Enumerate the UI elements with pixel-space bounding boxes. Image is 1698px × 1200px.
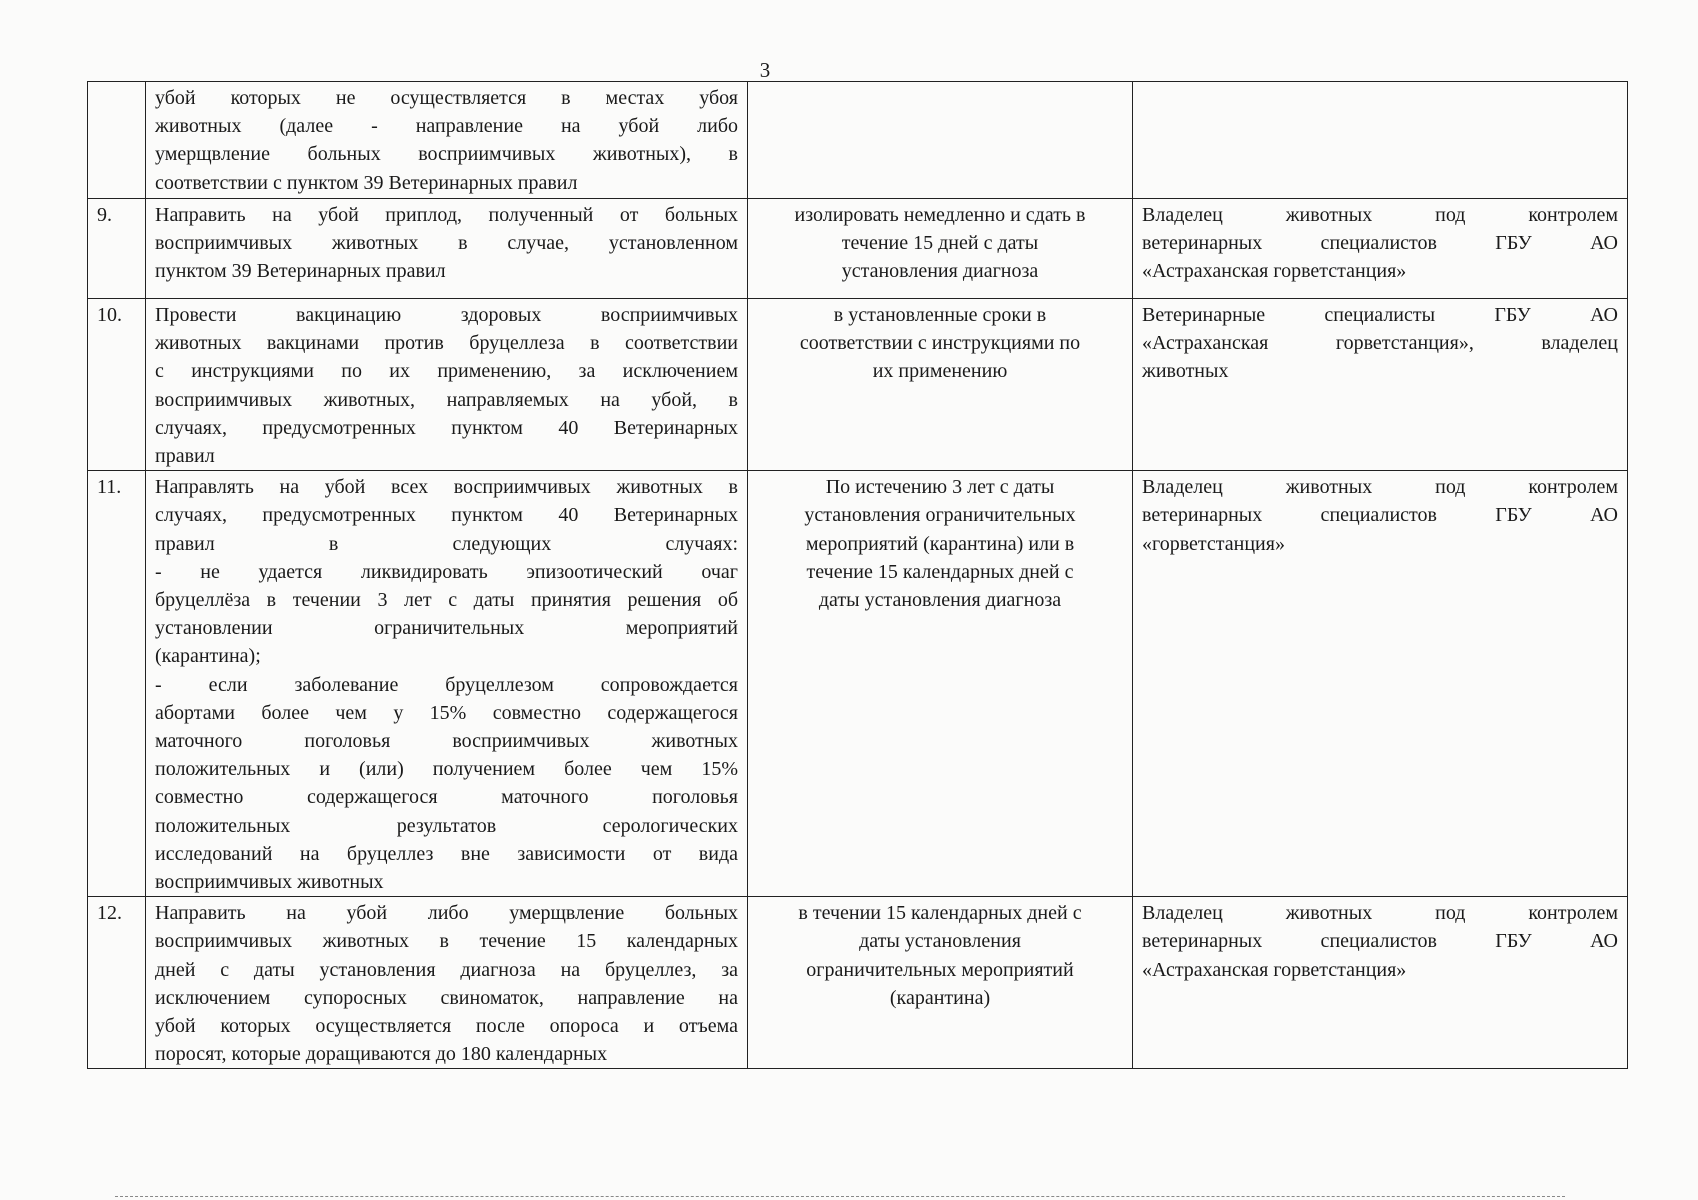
table-row xyxy=(88,471,1628,897)
deadline-text: изолировать немедленно и сдать в течение 15 дней с даты установления диагноза xyxy=(794,204,1086,283)
action-line: пунктом 39 Ветеринарных правил xyxy=(155,260,446,283)
action-line: убой которых осуществляется после опороса и отъема xyxy=(155,1015,738,1038)
action-line: Направить на убой либо умерщвление больных xyxy=(155,902,738,925)
action-line: Направлять на убой всех восприимчивых животных в xyxy=(155,476,738,499)
deadline-cell xyxy=(748,897,1133,1069)
action-line: убой которых не осуществляется в местах убоя xyxy=(155,87,738,109)
action-line: Провести вакцинацию здоровых восприимчивых xyxy=(155,304,738,326)
action-line: соответствии с пунктом 39 Ветеринарных правил xyxy=(155,171,578,194)
page-edge-dash xyxy=(115,1196,1565,1197)
responsible-line: «горветстанция» xyxy=(1142,532,1285,555)
responsible-line: «Астраханская горветстанция» xyxy=(1142,958,1407,981)
action-line: положительных результатов серологических xyxy=(155,814,738,837)
responsible-line: Ветеринарные специалисты ГБУ АО xyxy=(1142,304,1618,326)
action-line: случаях, предусмотренных пунктом 40 Ветеринарных xyxy=(155,416,738,439)
action-line: - не удается ликвидировать эпизоотический очаг xyxy=(155,560,738,583)
deadline-text: в течении 15 календарных дней с даты установления ограничительных мероприятий (карантина) xyxy=(798,902,1082,1009)
action-line: установлении ограничительных мероприятий xyxy=(155,617,738,640)
action-line: восприимчивых животных xyxy=(155,871,384,894)
table-row xyxy=(88,299,1628,471)
deadline-cell xyxy=(748,471,1133,897)
action-line: положительных и (или) получением более чем 15% xyxy=(155,758,738,781)
action-cell xyxy=(146,897,748,1069)
action-cell xyxy=(146,82,748,199)
deadline-cell xyxy=(748,82,1133,199)
action-line: правил в следующих случаях: xyxy=(155,532,738,555)
deadline-text: в установленные сроки в соответствии с инструкциями по их применению xyxy=(799,304,1081,383)
deadline-cell xyxy=(748,299,1133,471)
action-line: восприимчивых животных в случае, установленном xyxy=(155,232,738,255)
responsible-line: «Астраханская горветстанция» xyxy=(1142,260,1407,283)
table-row xyxy=(88,82,1628,199)
action-line: восприимчивых животных, направляемых на убой, в xyxy=(155,388,738,411)
action-cell xyxy=(146,299,748,471)
responsible-cell xyxy=(1133,471,1628,897)
action-cell xyxy=(146,471,748,897)
action-line: поросят, которые доращиваются до 180 календарных xyxy=(155,1043,608,1066)
action-line: - если заболевание бруцеллезом сопровождается xyxy=(155,673,738,696)
action-line: абортами более чем у 15% совместно содержащегося xyxy=(155,701,738,724)
responsible-cell xyxy=(1133,299,1628,471)
responsible-line: ветеринарных специалистов ГБУ АО xyxy=(1142,504,1618,527)
action-line: дней с даты установления диагноза на бруцеллез, за xyxy=(155,958,738,981)
deadline-cell xyxy=(748,199,1133,299)
action-line: исследований на бруцеллез вне зависимости от вида xyxy=(155,842,738,865)
action-line: с инструкциями по их применению, за исключением xyxy=(155,360,738,383)
responsible-cell xyxy=(1133,897,1628,1069)
action-line: случаях, предусмотренных пунктом 40 Ветеринарных xyxy=(155,504,738,527)
responsible-line: Владелец животных под контролем xyxy=(1142,902,1618,925)
action-line: совместно содержащегося маточного поголовья xyxy=(155,786,738,809)
table-body xyxy=(88,82,1628,1069)
responsible-line: Владелец животных под контролем xyxy=(1142,476,1618,499)
page-number: 3 xyxy=(759,58,771,82)
responsible-line: ветеринарных специалистов ГБУ АО xyxy=(1142,930,1618,953)
responsible-cell xyxy=(1133,199,1628,299)
table-row xyxy=(88,897,1628,1069)
action-line: животных вакцинами против бруцеллеза в соответствии xyxy=(155,332,738,355)
responsible-cell xyxy=(1133,82,1628,199)
action-line: Направить на убой приплод, полученный от больных xyxy=(155,204,738,226)
action-line: правил xyxy=(155,445,215,468)
row-number: 10. xyxy=(88,299,146,471)
action-line: животных (далее - направление на убой либо xyxy=(155,115,738,138)
action-line: бруцеллёза в течении 3 лет с даты принятия решения об xyxy=(155,589,738,612)
row-number: 12. xyxy=(88,897,146,1069)
row-number: 11. xyxy=(88,471,146,897)
row-number xyxy=(88,82,146,199)
action-line: умерщвление больных восприимчивых животных), в xyxy=(155,143,738,166)
row-number: 9. xyxy=(88,199,146,299)
measures-table xyxy=(87,81,1628,1069)
responsible-line: «Астраханская горветстанция», владелец xyxy=(1142,332,1618,355)
action-line: исключением супоросных свиноматок, направление на xyxy=(155,986,738,1009)
action-line: маточного поголовья восприимчивых животных xyxy=(155,730,738,753)
responsible-line: ветеринарных специалистов ГБУ АО xyxy=(1142,232,1618,255)
deadline-text: По истечению 3 лет с даты установления ограничительных мероприятий (карантина) или в течение 15 календарных дней с даты установления диагноза xyxy=(804,476,1076,612)
action-cell xyxy=(146,199,748,299)
responsible-line: животных xyxy=(1142,360,1229,383)
table-row xyxy=(88,199,1628,299)
action-line: восприимчивых животных в течение 15 календарных xyxy=(155,930,738,953)
action-line: (карантина); xyxy=(155,645,261,668)
responsible-line: Владелец животных под контролем xyxy=(1142,204,1618,226)
